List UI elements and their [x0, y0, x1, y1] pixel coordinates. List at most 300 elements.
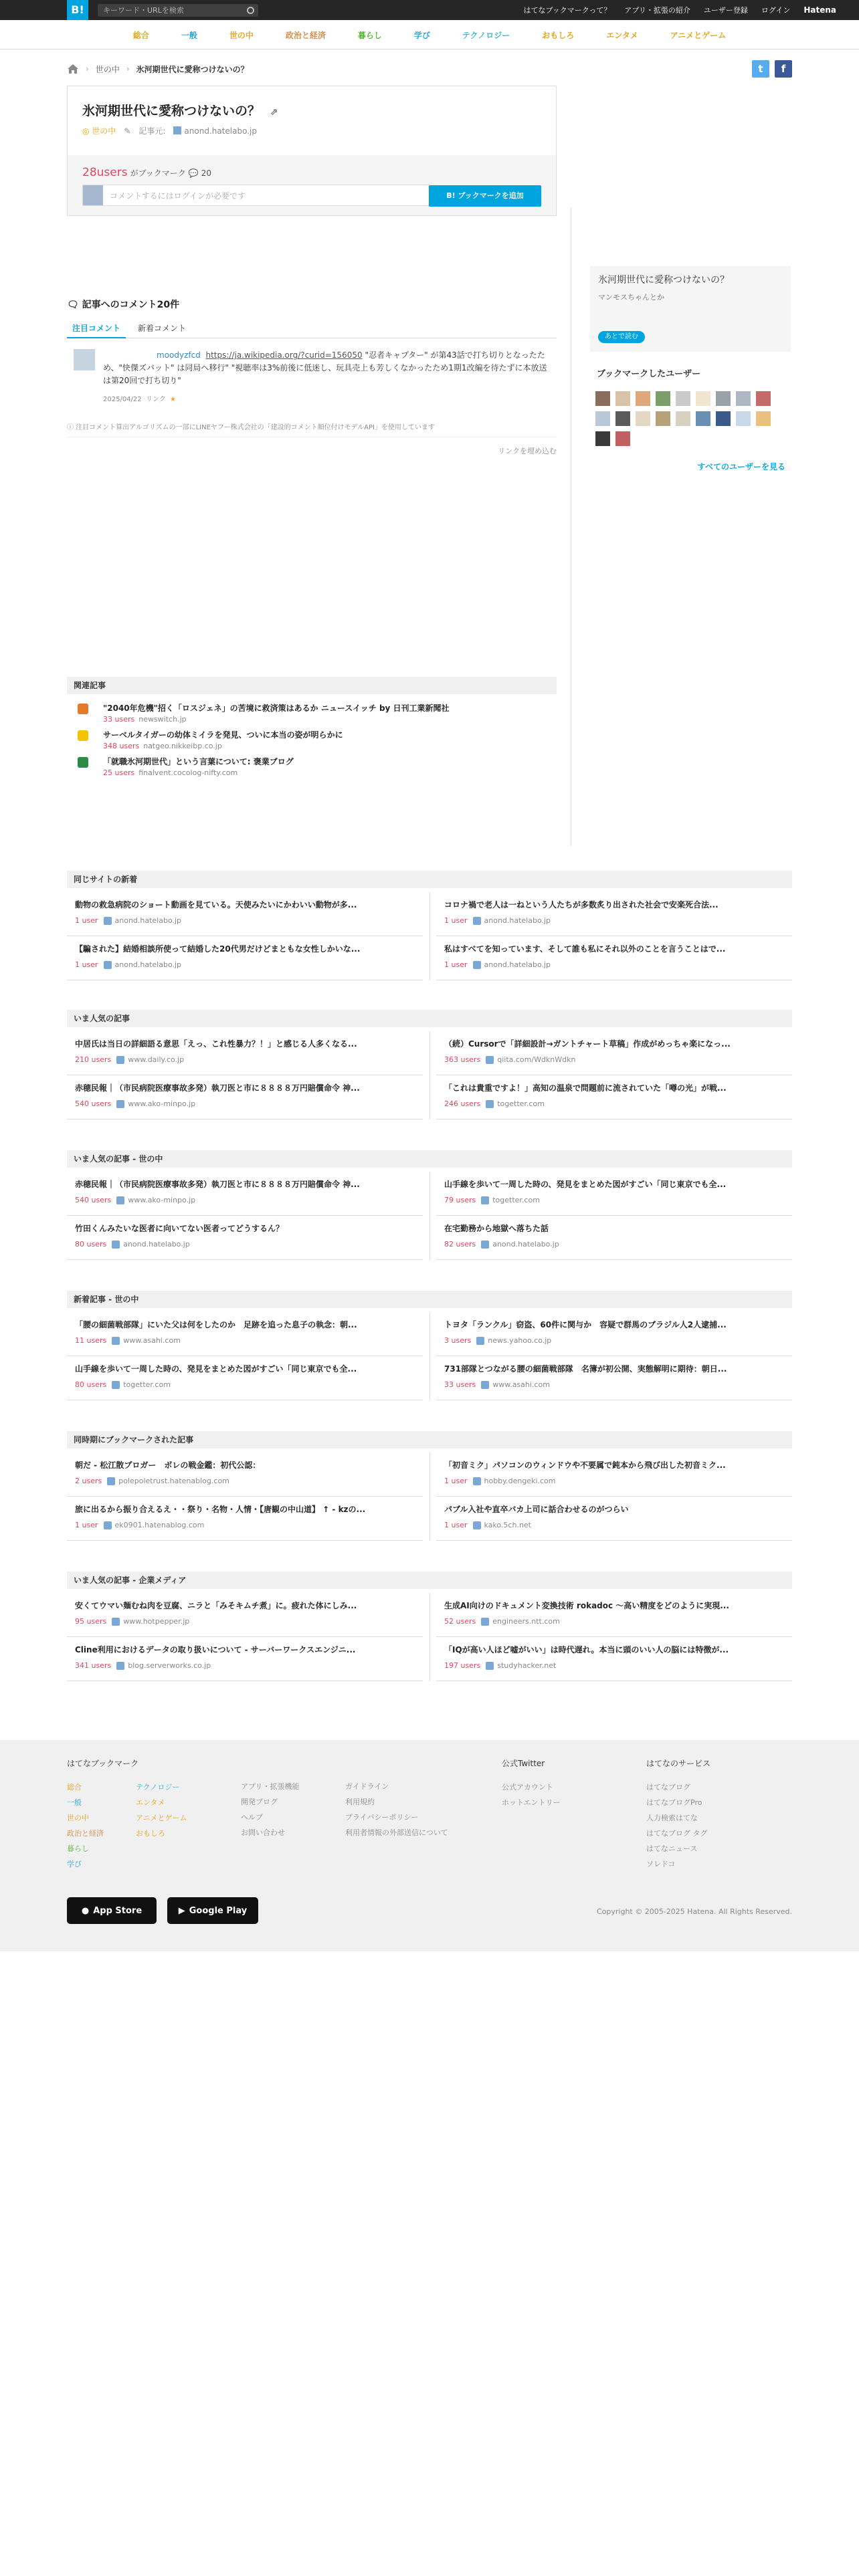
category-tab[interactable]: 学び: [413, 31, 430, 40]
site-favicon-icon: [78, 757, 88, 768]
user-avatar[interactable]: [716, 391, 731, 406]
comment-input[interactable]: [82, 185, 430, 206]
domain[interactable]: togetter.com: [492, 1196, 540, 1204]
article-title[interactable]: 動物の救急病院のショート動画を見ている。天使みたいにかわいい動物が多...: [75, 900, 357, 909]
domain[interactable]: kako.5ch.net: [484, 1521, 531, 1529]
comment-text: "忍者キャプター" が第43話で打ち切りとなったため、"快傑ズバット" は同局へ移行" "視聴率は3%前後に低迷し、玩具売上も芳しくなかったため1期1改編を待たずに本放送は第20回で打ち切り": [103, 350, 547, 385]
article-meta: [444, 1055, 575, 1064]
site-favicon-icon: [486, 1100, 494, 1108]
section-heading: いま人気の記事: [67, 1010, 792, 1027]
domain[interactable]: www.hotpepper.jp: [123, 1617, 190, 1626]
footer-list: [241, 1779, 300, 1840]
users-count[interactable]: 363 users: [444, 1055, 481, 1064]
category-tab[interactable]: エンタメ: [606, 31, 638, 40]
article-item[interactable]: [436, 1637, 792, 1681]
users-count[interactable]: 80 users: [75, 1240, 107, 1249]
article-title[interactable]: パブル入社や直卒バカ上司に話合わせるのがつらい: [444, 1505, 629, 1514]
article-meta: [75, 1617, 189, 1626]
sidebar-entry-card: [590, 266, 791, 352]
article-item[interactable]: [67, 1031, 423, 1075]
users-count[interactable]: 80 users: [75, 1380, 107, 1389]
article-item[interactable]: [67, 1453, 423, 1497]
footer: [0, 1740, 859, 1951]
article-item[interactable]: [436, 1031, 792, 1075]
entry-card: [67, 86, 557, 216]
site-favicon-icon: [116, 1662, 124, 1670]
footer-link[interactable]: 総合: [67, 1783, 82, 1792]
article-title[interactable]: Cline利用におけるデータの取り扱いについて - サーバーワークスエンジニ...: [75, 1645, 356, 1654]
users-count[interactable]: 540 users: [75, 1196, 112, 1204]
domain[interactable]: www.asahi.com: [123, 1336, 181, 1345]
article-item[interactable]: [67, 1637, 423, 1681]
users-count[interactable]: 82 users: [444, 1240, 476, 1249]
footer-link[interactable]: テクノロジー: [136, 1783, 180, 1792]
external-link-icon[interactable]: ⇗: [270, 107, 278, 118]
section-heading: いま人気の記事 - 世の中: [67, 1150, 792, 1168]
article-meta: [75, 1055, 184, 1064]
footer-link[interactable]: はてなブログPro: [646, 1798, 702, 1807]
site-favicon-icon: [473, 1521, 481, 1529]
nav-apps[interactable]: アプリ・拡張の紹介: [624, 6, 690, 15]
nav-login[interactable]: ログイン: [761, 6, 791, 15]
article-title[interactable]: 「IQが高い人ほど嘘がいい」は時代遅れ。本当に頭のいい人の脳には特徴が...: [444, 1645, 729, 1654]
article-meta: [444, 1240, 559, 1249]
article-item[interactable]: [436, 1453, 792, 1497]
article-item[interactable]: [436, 1312, 792, 1356]
share-buttons: [752, 60, 792, 78]
article-meta: [75, 1240, 190, 1249]
users-count[interactable]: 1 user: [444, 1521, 468, 1529]
embed-link[interactable]: リンクを埋め込む: [498, 447, 557, 455]
article-item[interactable]: [67, 1216, 423, 1260]
domain[interactable]: anond.hatelabo.jp: [114, 960, 182, 969]
article-column: [436, 1031, 792, 1119]
footer-col-title: 公式Twitter: [502, 1759, 545, 1768]
related-title[interactable]: 「就職氷河期世代」という言葉について: 褒業ブログ: [103, 757, 294, 766]
site-favicon-icon: [116, 1056, 124, 1064]
user-avatar[interactable]: [756, 411, 771, 426]
section-heading: いま人気の記事 - 企業メディア: [67, 1572, 792, 1589]
category-tab[interactable]: 世の中: [229, 31, 254, 40]
footer-link[interactable]: 一般: [67, 1798, 82, 1807]
article-item[interactable]: [67, 892, 423, 936]
domain[interactable]: qiita.com/WdknWdkn: [497, 1055, 576, 1064]
article-item[interactable]: [67, 1075, 423, 1119]
domain[interactable]: anond.hatelabo.jp: [484, 960, 551, 969]
related-item[interactable]: [67, 702, 557, 726]
footer-link[interactable]: 利用者情報の外部送信について: [345, 1828, 448, 1837]
user-avatar[interactable]: [615, 411, 630, 426]
user-avatar[interactable]: [736, 411, 751, 426]
algorithm-note: [67, 421, 557, 437]
related-title[interactable]: サーベルタイガーの幼体ミイラを発見、ついに本当の姿が明らかに: [103, 730, 343, 740]
article-title[interactable]: 731部隊とつながる腰の細菌戦部隊 名簿が初公開、実態解明に期待：朝日...: [444, 1364, 727, 1374]
article-meta: [75, 1477, 229, 1485]
site-favicon-icon: [481, 1196, 489, 1204]
user-avatar[interactable]: [736, 391, 751, 406]
article-meta: [75, 1099, 195, 1108]
footer-link[interactable]: 政治と経済: [67, 1829, 104, 1838]
edit-icon[interactable]: ✎: [124, 126, 131, 136]
domain[interactable]: engineers.ntt.com: [492, 1617, 560, 1626]
article-item[interactable]: [436, 1075, 792, 1119]
footer-link[interactable]: お問い合わせ: [241, 1828, 285, 1837]
domain[interactable]: www.asahi.com: [492, 1380, 550, 1389]
user-avatar[interactable]: [716, 411, 731, 426]
footer-col-services: [646, 1757, 710, 1872]
site-favicon-icon: [112, 1618, 120, 1626]
comment-icon: 💬: [188, 169, 199, 178]
footer-categories: [67, 1780, 104, 1872]
footer-col-bookmark: [67, 1757, 187, 1872]
site-favicon-icon: [104, 917, 112, 925]
add-bookmark-button[interactable]: B! ブックマークを追加: [429, 185, 541, 207]
tab-new-comments[interactable]: 新着コメント: [138, 324, 187, 333]
article-title[interactable]: （続）Cursorで「詳細設計→ガントチャート草稿」作成がめっちゃ楽になっ...: [444, 1039, 731, 1049]
site-favicon-icon: [104, 1521, 112, 1529]
footer-link[interactable]: ホットエントリー: [502, 1798, 561, 1807]
article-title[interactable]: 「初音ミク」パソコンのウィンドウや不要属で鈍本から飛び出した初音ミク...: [444, 1461, 726, 1470]
domain[interactable]: www.daily.co.jp: [128, 1055, 185, 1064]
footer-link[interactable]: 公式アカウント: [502, 1783, 553, 1792]
article-meta: [75, 916, 181, 925]
section-heading: 同じサイトの新着: [67, 871, 792, 888]
article-title[interactable]: 旅に出るから振り合えるえ・・祭り・名物・人情・【唐観の中山道】 ↑ - kzの...: [75, 1505, 366, 1514]
user-avatar[interactable]: [615, 431, 630, 446]
play-icon: ▶: [178, 1905, 185, 1916]
section-heading: 新着記事 - 世の中: [67, 1291, 792, 1308]
footer-link[interactable]: 学び: [67, 1860, 82, 1868]
home-icon[interactable]: [67, 64, 79, 74]
article-title[interactable]: 竹田くんみたいな医者に向いてない医者ってどうするん？: [75, 1224, 284, 1233]
footer-link[interactable]: おもしろ: [136, 1829, 165, 1838]
category-tab[interactable]: テクノロジー: [462, 31, 510, 40]
domain[interactable]: hobby.dengeki.com: [484, 1477, 556, 1485]
article-title[interactable]: 朝だ - 松江散プロガー ボレの戦金鑑：初代公認：: [75, 1461, 261, 1470]
hatena-logo-text: Hatena: [803, 5, 836, 15]
site-favicon-icon: [107, 1477, 115, 1485]
search-input[interactable]: [98, 4, 258, 17]
domain[interactable]: blog.serverworks.co.jp: [128, 1661, 211, 1670]
domain[interactable]: ek0901.hatenablog.com: [114, 1521, 205, 1529]
bookmarked-users-heading: ブックマークしたユーザー: [597, 369, 701, 379]
article-item[interactable]: [67, 1497, 423, 1541]
user-avatar[interactable]: [595, 391, 610, 406]
users-count[interactable]: 33 users: [444, 1380, 476, 1389]
article-title[interactable]: 「これは貴重ですよ！」高知の温泉で問題前に流されていた「噂の光」が戦...: [444, 1083, 727, 1093]
article-title[interactable]: 山手線を歩いて一周した時の、発見をまとめた図がすごい「同じ東京でも全...: [444, 1180, 727, 1189]
domain[interactable]: newswitch.jp: [138, 715, 187, 724]
users-count[interactable]: 348 users: [103, 742, 140, 750]
hatebu-logo[interactable]: B!: [67, 0, 88, 20]
article-column: [436, 1593, 792, 1681]
site-favicon-icon: [78, 730, 88, 741]
article-meta: [444, 1477, 556, 1485]
algorithm-note-text: 注目コメント算出アルゴリズムの一部にLINEヤフー株式会社の「建設的コメント順位付けモデルAPI」を使用しています: [76, 424, 435, 431]
comments-heading-text: 記事へのコメント20件: [82, 300, 180, 310]
twitter-share-icon[interactable]: t: [752, 60, 769, 78]
users-count[interactable]: 1 user: [75, 916, 98, 925]
footer-col-title: はてなブックマーク: [67, 1759, 139, 1768]
search-placeholder: キーワード・URLを検索: [103, 6, 184, 15]
article-meta: [444, 960, 551, 969]
user-avatar[interactable]: [656, 411, 670, 426]
related-title[interactable]: "2040年危機"招く「ロスジェネ」の苦境に救済策はあるか ニュースイッチ by 日刊工業新聞社: [103, 704, 450, 713]
category-tab[interactable]: アニメとゲーム: [670, 31, 727, 40]
domain[interactable]: togetter.com: [123, 1380, 171, 1389]
article-meta: [444, 916, 551, 925]
article-item[interactable]: [436, 1497, 792, 1541]
tab-popular-comments[interactable]: 注目コメント: [67, 320, 126, 338]
users-count[interactable]: 3 users: [444, 1336, 472, 1345]
article-title[interactable]: 安くてウマい麺むね肉を豆腐、ニラと「みそキムチ煮」に。疲れた体にしみ...: [75, 1601, 357, 1610]
article-item[interactable]: [436, 1593, 792, 1637]
comment-link[interactable]: https://ja.wikipedia.org/?curid=156050: [205, 350, 363, 360]
footer-link[interactable]: はてなニュース: [646, 1844, 698, 1853]
article-item[interactable]: [67, 1593, 423, 1637]
google-play-label: Google Play: [189, 1905, 248, 1916]
footer-link[interactable]: アプリ・拡張機能: [241, 1782, 300, 1791]
users-count[interactable]: 1 user: [444, 916, 468, 925]
article-item[interactable]: [67, 936, 423, 980]
user-avatar[interactable]: [636, 391, 650, 406]
read-later-button[interactable]: あとで読む: [598, 331, 645, 343]
search-icon[interactable]: [247, 7, 254, 14]
users-count[interactable]: 11 users: [75, 1336, 107, 1345]
article-title[interactable]: 赤穂民報｜（市民病院医療事故多発）執刀医と市に８８８８万円賠償命令 神...: [75, 1180, 360, 1189]
domain[interactable]: finalvent.cocolog-nifty.com: [138, 768, 238, 777]
hatena-logo[interactable]: [803, 5, 836, 15]
article-section: [67, 1150, 792, 1275]
footer-link[interactable]: アニメとゲーム: [136, 1814, 187, 1822]
users-count[interactable]: 1 user: [444, 1477, 468, 1485]
article-meta: [444, 1196, 540, 1204]
article-item[interactable]: [67, 1356, 423, 1400]
entry-source-text: anond.hatelabo.jp: [184, 126, 258, 136]
users-count[interactable]: 1 user: [75, 960, 98, 969]
see-all-users-link[interactable]: すべてのユーザーを見る: [697, 462, 785, 471]
avatar[interactable]: [74, 349, 95, 370]
user-avatar[interactable]: [595, 411, 610, 426]
category-tab[interactable]: 政治と経済: [285, 31, 326, 40]
article-section: [67, 1010, 792, 1134]
user-avatar[interactable]: [636, 411, 650, 426]
entry-source[interactable]: [173, 126, 257, 136]
users-count[interactable]: 210 users: [75, 1055, 112, 1064]
article-column: [67, 1453, 423, 1541]
related-heading: 関連記事: [67, 677, 557, 694]
users-count[interactable]: 52 users: [444, 1617, 476, 1626]
footer-link[interactable]: ソレドコ: [646, 1860, 676, 1868]
footer-list: [646, 1780, 710, 1872]
users-count[interactable]: 197 users: [444, 1661, 481, 1670]
user-avatar[interactable]: [676, 391, 690, 406]
related-meta: [103, 742, 222, 750]
google-play-badge[interactable]: [167, 1897, 258, 1924]
domain[interactable]: anond.hatelabo.jp: [123, 1240, 190, 1249]
footer-list: [345, 1779, 448, 1840]
users-count[interactable]: 341 users: [75, 1661, 112, 1670]
footer-categories: [136, 1780, 187, 1872]
article-meta: [75, 1380, 171, 1389]
footer-link[interactable]: 暮らし: [67, 1844, 89, 1853]
article-item[interactable]: [67, 1172, 423, 1216]
article-section: [67, 1572, 792, 1696]
domain[interactable]: www.ako-minpo.jp: [128, 1196, 196, 1204]
user-avatar[interactable]: [676, 411, 690, 426]
article-meta: [75, 1196, 195, 1204]
article-item[interactable]: [67, 1312, 423, 1356]
article-section: [67, 871, 792, 995]
domain[interactable]: anond.hatelabo.jp: [114, 916, 182, 925]
article-title[interactable]: 赤穂民報｜（市民病院医療事故多発）執刀医と市に８８８８万円賠償命令 神...: [75, 1083, 360, 1093]
related-meta: [103, 768, 237, 777]
footer-link[interactable]: 開発ブログ: [241, 1798, 278, 1806]
article-column: [67, 1031, 423, 1119]
site-favicon-icon: [486, 1056, 494, 1064]
site-favicon-icon: [104, 961, 112, 969]
breadcrumb-category[interactable]: 世の中: [95, 64, 120, 74]
users-count[interactable]: 95 users: [75, 1617, 107, 1626]
comment-links[interactable]: リンク: [146, 396, 166, 403]
category-bar: [0, 20, 859, 49]
article-meta: [75, 1661, 211, 1670]
related-item[interactable]: [67, 756, 557, 780]
site-favicon-icon: [473, 917, 481, 925]
nav-about[interactable]: はてなブックマークって？: [523, 6, 611, 15]
entry-title[interactable]: [82, 101, 278, 119]
facebook-share-icon[interactable]: f: [775, 60, 792, 78]
site-favicon-icon: [481, 1618, 489, 1626]
article-column: [436, 1172, 792, 1260]
sidebar-card-title[interactable]: 氷河期世代に愛称つけないの？: [598, 275, 729, 286]
article-section: [67, 1431, 792, 1555]
article-item[interactable]: [436, 1172, 792, 1216]
user-avatar[interactable]: [656, 391, 670, 406]
chevron-right-icon: ›: [86, 64, 89, 74]
footer-link[interactable]: ガイドライン: [345, 1782, 389, 1791]
footer-link[interactable]: はてなブログ タグ: [646, 1829, 708, 1838]
footer-link[interactable]: ヘルプ: [241, 1813, 263, 1822]
article-title[interactable]: 山手線を歩いて一周した時の、発見をまとめた図がすごい「同じ東京でも全...: [75, 1364, 357, 1374]
article-title[interactable]: コロナ禍で老人は一ねという人たちが多数炙り出された社会で安楽死合法...: [444, 900, 719, 909]
entry-category[interactable]: ◎ 世の中: [82, 126, 116, 136]
comment-date-row: [103, 393, 176, 403]
domain[interactable]: studyhacker.net: [497, 1661, 557, 1670]
domain[interactable]: anond.hatelabo.jp: [484, 916, 551, 925]
domain[interactable]: anond.hatelabo.jp: [492, 1240, 559, 1249]
site-favicon-icon: [116, 1196, 124, 1204]
users-count[interactable]: 2 users: [75, 1477, 102, 1485]
site-favicon-icon: [78, 704, 88, 714]
bookmark-label: がブックマーク: [130, 169, 186, 178]
comment-user[interactable]: moodyzfcd: [157, 350, 201, 360]
comment-date[interactable]: 2025/04/22: [103, 396, 142, 403]
footer-link[interactable]: はてなブログ: [646, 1783, 690, 1792]
category-list: [0, 20, 859, 41]
footer-link[interactable]: エンタメ: [136, 1798, 165, 1807]
footer-link[interactable]: 利用規約: [345, 1798, 375, 1806]
users-count[interactable]: 540 users: [75, 1099, 112, 1108]
article-title[interactable]: トヨタ「ランクル」窃盗、60件に関与か 容疑で群馬のブラジル人2人逮捕...: [444, 1320, 727, 1329]
category-tab[interactable]: 暮らし: [357, 31, 382, 40]
users-count[interactable]: 246 users: [444, 1099, 481, 1108]
site-favicon-icon: [486, 1662, 494, 1670]
article-meta: [444, 1336, 551, 1345]
users-count[interactable]: 1 user: [75, 1521, 98, 1529]
site-favicon-icon: [473, 961, 481, 969]
related-item[interactable]: [67, 729, 557, 753]
breadcrumb-title: 氷河期世代に愛称つけないの？: [136, 64, 249, 74]
user-avatar[interactable]: [696, 391, 710, 406]
user-avatar[interactable]: [595, 431, 610, 446]
user-avatar[interactable]: [696, 411, 710, 426]
site-favicon-icon: [112, 1241, 120, 1249]
bookmark-bar: [68, 155, 556, 215]
article-title[interactable]: 私はすべてを知っています、そして誰も私にそれ以外のことを言うことはで...: [444, 944, 726, 954]
comment-placeholder: コメントするにはログインが必要です: [110, 191, 246, 201]
domain[interactable]: natgeo.nikkeibp.co.jp: [143, 742, 222, 750]
nav-register[interactable]: ユーザー登録: [703, 6, 748, 15]
comment-tabs: [67, 320, 557, 338]
article-title[interactable]: 生成AI向けのドキュメント変換技術 rokadoc ～高い精度をどのように実現...: [444, 1601, 729, 1610]
user-avatar-grid: [595, 391, 789, 446]
footer-link[interactable]: 人力検索はてな: [646, 1814, 698, 1822]
domain[interactable]: news.yahoo.co.jp: [488, 1336, 552, 1345]
site-favicon-icon: [481, 1241, 489, 1249]
article-item[interactable]: [436, 892, 792, 936]
article-section: [67, 1291, 792, 1415]
footer-link[interactable]: 世の中: [67, 1814, 89, 1822]
star-icon[interactable]: ★: [170, 396, 177, 403]
users-count[interactable]: 25 users: [103, 768, 135, 777]
article-title[interactable]: 中居氏は当日の詳細語る意思「えっ、これ性暴力？！」と感じる人多くなる...: [75, 1039, 357, 1049]
footer-col-title: はてなのサービス: [646, 1759, 711, 1768]
domain[interactable]: togetter.com: [497, 1099, 545, 1108]
users-count[interactable]: 1 user: [444, 960, 468, 969]
article-title[interactable]: 在宅勤務から地獄へ落ちた話: [444, 1224, 549, 1233]
article-column: [436, 1312, 792, 1400]
users-count[interactable]: 33 users: [103, 715, 135, 724]
avatar: [83, 185, 103, 205]
article-item[interactable]: [436, 936, 792, 980]
related-meta: [103, 715, 187, 724]
domain[interactable]: www.ako-minpo.jp: [128, 1099, 196, 1108]
site-favicon-icon: [473, 1477, 481, 1485]
article-meta: [75, 960, 181, 969]
domain[interactable]: polepoletrust.hatenablog.com: [118, 1477, 229, 1485]
category-tab[interactable]: 一般: [181, 31, 197, 40]
article-item[interactable]: [436, 1356, 792, 1400]
user-avatar[interactable]: [615, 391, 630, 406]
article-item[interactable]: [436, 1216, 792, 1260]
category-tab[interactable]: 総合: [132, 31, 149, 40]
app-store-badge[interactable]: [67, 1897, 157, 1924]
chevron-right-icon: ›: [126, 64, 130, 74]
user-avatar[interactable]: [756, 391, 771, 406]
footer-col-app: [241, 1779, 300, 1840]
users-count[interactable]: [82, 166, 211, 179]
article-title[interactable]: 「腰の細菌戦部隊」にいた父は何をしたのか 足跡を追った息子の執念：朝...: [75, 1320, 357, 1329]
article-title[interactable]: 【騙された】結婚相談所使って結婚した20代男だけどまともな女性しかいな...: [75, 944, 361, 954]
category-tab[interactable]: おもしろ: [542, 31, 575, 40]
footer-link[interactable]: プライバシーポリシー: [345, 1813, 419, 1822]
article-meta: [444, 1099, 545, 1108]
site-favicon-icon: [116, 1100, 124, 1108]
site-favicon-icon: [112, 1381, 120, 1389]
comments-heading: [67, 298, 179, 311]
users-count[interactable]: 79 users: [444, 1196, 476, 1204]
